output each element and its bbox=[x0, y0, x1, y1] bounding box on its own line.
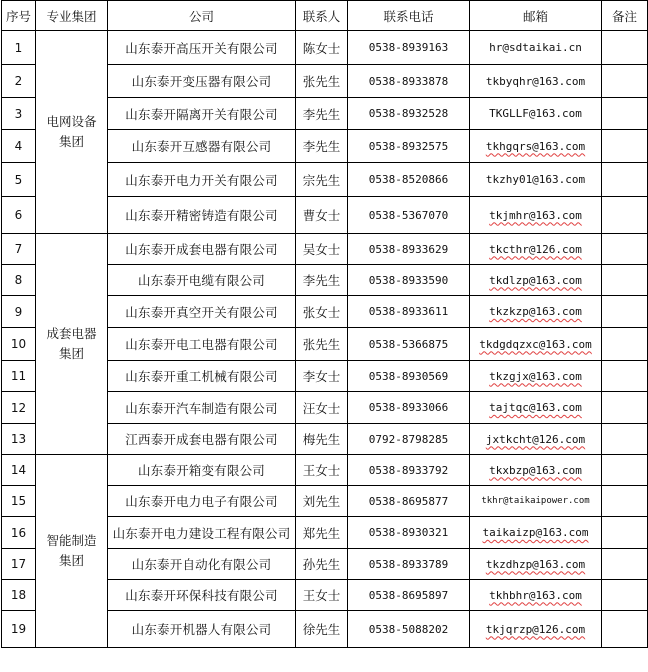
row-company: 山东泰开成套电器有限公司 bbox=[108, 234, 296, 265]
group-name bbox=[36, 234, 108, 455]
row-contact: 梅先生 bbox=[296, 424, 348, 455]
row-seq: 17 bbox=[2, 549, 36, 580]
row-note bbox=[602, 549, 648, 580]
row-contact: 宗先生 bbox=[296, 163, 348, 197]
header-company: 公司 bbox=[108, 1, 296, 31]
row-note bbox=[602, 486, 648, 517]
row-email bbox=[470, 98, 602, 130]
group-name bbox=[36, 31, 108, 234]
email-text: tkhgqrs@163.com bbox=[485, 139, 586, 153]
row-company: 山东泰开高压开关有限公司 bbox=[108, 31, 296, 65]
row-contact: 李先生 bbox=[296, 98, 348, 130]
row-note bbox=[602, 424, 648, 455]
row-company: 江西泰开成套电器有限公司 bbox=[108, 424, 296, 455]
row-email bbox=[470, 517, 602, 549]
row-company: 山东泰开电工电器有限公司 bbox=[108, 328, 296, 361]
group-name-line1: 电网设备 bbox=[46, 114, 97, 129]
row-email bbox=[470, 486, 602, 517]
row-seq: 6 bbox=[2, 197, 36, 234]
row-phone: 0538-8933792 bbox=[348, 455, 470, 486]
header-seq: 序号 bbox=[2, 1, 36, 31]
row-note bbox=[602, 455, 648, 486]
row-contact: 张先生 bbox=[296, 328, 348, 361]
row-company: 山东泰开电力建设工程有限公司 bbox=[108, 517, 296, 549]
email-text: tkhr@taikaipower.com bbox=[481, 496, 590, 506]
row-contact: 吴女士 bbox=[296, 234, 348, 265]
row-phone: 0538-8933066 bbox=[348, 392, 470, 424]
email-text: tkcthr@126.com bbox=[489, 242, 582, 256]
group-name-line1: 智能制造 bbox=[46, 533, 97, 548]
email-text: tkdlzp@163.com bbox=[489, 273, 582, 287]
row-phone: 0538-8933878 bbox=[348, 65, 470, 98]
row-email bbox=[470, 424, 602, 455]
row-contact: 王女士 bbox=[296, 455, 348, 486]
row-note bbox=[602, 517, 648, 549]
row-contact: 李女士 bbox=[296, 361, 348, 392]
row-note bbox=[602, 234, 648, 265]
row-note bbox=[602, 296, 648, 328]
row-phone: 0538-8933789 bbox=[348, 549, 470, 580]
group-name bbox=[36, 455, 108, 648]
row-phone: 0538-5366875 bbox=[348, 328, 470, 361]
row-email bbox=[470, 392, 602, 424]
row-company: 山东泰开箱变有限公司 bbox=[108, 455, 296, 486]
email-text: hr@sdtaikai.cn bbox=[489, 41, 582, 54]
row-seq: 19 bbox=[2, 611, 36, 648]
row-note bbox=[602, 130, 648, 163]
email-text: jxtkcht@126.com bbox=[485, 432, 586, 446]
row-contact: 张女士 bbox=[296, 296, 348, 328]
row-note bbox=[602, 392, 648, 424]
row-contact: 陈女士 bbox=[296, 31, 348, 65]
row-phone: 0538-5088202 bbox=[348, 611, 470, 648]
row-email bbox=[470, 455, 602, 486]
row-note bbox=[602, 197, 648, 234]
email-text: tkxbzp@163.com bbox=[489, 463, 582, 477]
row-contact: 王女士 bbox=[296, 580, 348, 611]
row-seq: 7 bbox=[2, 234, 36, 265]
row-company: 山东泰开变压器有限公司 bbox=[108, 65, 296, 98]
row-email bbox=[470, 296, 602, 328]
email-text: taikaizp@163.com bbox=[482, 526, 589, 539]
email-text: TKGLLF@163.com bbox=[489, 107, 582, 120]
row-contact: 曹女士 bbox=[296, 197, 348, 234]
row-email bbox=[470, 65, 602, 98]
row-seq: 18 bbox=[2, 580, 36, 611]
email-text: tajtqc@163.com bbox=[489, 401, 582, 414]
row-seq: 9 bbox=[2, 296, 36, 328]
row-seq: 15 bbox=[2, 486, 36, 517]
row-email bbox=[470, 130, 602, 163]
row-contact: 李先生 bbox=[296, 130, 348, 163]
row-note bbox=[602, 611, 648, 648]
row-note bbox=[602, 65, 648, 98]
row-email bbox=[470, 611, 602, 648]
table-row bbox=[2, 455, 648, 486]
contact-table bbox=[1, 0, 648, 648]
row-note bbox=[602, 98, 648, 130]
email-text: tkhbhr@163.com bbox=[489, 588, 582, 602]
row-email bbox=[470, 234, 602, 265]
row-company: 山东泰开重工机械有限公司 bbox=[108, 361, 296, 392]
row-phone: 0538-8930569 bbox=[348, 361, 470, 392]
row-company: 山东泰开互感器有限公司 bbox=[108, 130, 296, 163]
row-company: 山东泰开汽车制造有限公司 bbox=[108, 392, 296, 424]
email-text: tkdgdqzxc@163.com bbox=[479, 337, 592, 351]
header-group: 专业集团 bbox=[36, 1, 108, 31]
table-row bbox=[2, 234, 648, 265]
row-email bbox=[470, 265, 602, 296]
header-row bbox=[2, 1, 648, 31]
email-text: tkzkzp@163.com bbox=[489, 305, 582, 318]
row-email bbox=[470, 197, 602, 234]
row-company: 山东泰开电力开关有限公司 bbox=[108, 163, 296, 197]
row-seq: 10 bbox=[2, 328, 36, 361]
row-contact: 张先生 bbox=[296, 65, 348, 98]
email-text: tkjmhr@163.com bbox=[489, 208, 582, 222]
group-name-line2: 集团 bbox=[58, 346, 84, 361]
row-note bbox=[602, 361, 648, 392]
row-seq: 12 bbox=[2, 392, 36, 424]
row-seq: 2 bbox=[2, 65, 36, 98]
row-company: 山东泰开机器人有限公司 bbox=[108, 611, 296, 648]
row-phone: 0538-8520866 bbox=[348, 163, 470, 197]
row-contact: 汪女士 bbox=[296, 392, 348, 424]
row-company: 山东泰开真空开关有限公司 bbox=[108, 296, 296, 328]
row-note bbox=[602, 328, 648, 361]
header-email: 邮箱 bbox=[470, 1, 602, 31]
row-company: 山东泰开自动化有限公司 bbox=[108, 549, 296, 580]
email-text: tkzgjx@163.com bbox=[489, 369, 582, 383]
table-body bbox=[2, 31, 648, 648]
email-text: tkzdhzp@163.com bbox=[485, 557, 586, 571]
row-seq: 8 bbox=[2, 265, 36, 296]
row-note bbox=[602, 31, 648, 65]
row-phone: 0538-8933590 bbox=[348, 265, 470, 296]
row-contact: 郑先生 bbox=[296, 517, 348, 549]
row-email bbox=[470, 163, 602, 197]
row-note bbox=[602, 265, 648, 296]
row-seq: 13 bbox=[2, 424, 36, 455]
row-contact: 徐先生 bbox=[296, 611, 348, 648]
row-company: 山东泰开隔离开关有限公司 bbox=[108, 98, 296, 130]
row-email bbox=[470, 31, 602, 65]
row-phone: 0538-8695877 bbox=[348, 486, 470, 517]
row-seq: 1 bbox=[2, 31, 36, 65]
row-note bbox=[602, 580, 648, 611]
email-text: tkzhy01@163.com bbox=[485, 173, 586, 186]
row-phone: 0538-8695897 bbox=[348, 580, 470, 611]
row-email bbox=[470, 328, 602, 361]
row-contact: 李先生 bbox=[296, 265, 348, 296]
group-name-line2: 集团 bbox=[58, 134, 84, 149]
row-company: 山东泰开电力电子有限公司 bbox=[108, 486, 296, 517]
header-contact: 联系人 bbox=[296, 1, 348, 31]
header-phone: 联系电话 bbox=[348, 1, 470, 31]
row-company: 山东泰开电缆有限公司 bbox=[108, 265, 296, 296]
row-phone: 0792-8798285 bbox=[348, 424, 470, 455]
group-name-line2: 集团 bbox=[58, 553, 84, 568]
row-contact: 孙先生 bbox=[296, 549, 348, 580]
row-phone: 0538-8939163 bbox=[348, 31, 470, 65]
row-seq: 4 bbox=[2, 130, 36, 163]
group-name-line1: 成套电器 bbox=[46, 326, 97, 341]
row-phone: 0538-8933611 bbox=[348, 296, 470, 328]
row-phone: 0538-5367070 bbox=[348, 197, 470, 234]
row-seq: 3 bbox=[2, 98, 36, 130]
row-contact: 刘先生 bbox=[296, 486, 348, 517]
row-company: 山东泰开精密铸造有限公司 bbox=[108, 197, 296, 234]
row-company: 山东泰开环保科技有限公司 bbox=[108, 580, 296, 611]
row-seq: 11 bbox=[2, 361, 36, 392]
table-row bbox=[2, 31, 648, 65]
row-seq: 14 bbox=[2, 455, 36, 486]
email-text: tkbyqhr@163.com bbox=[485, 74, 586, 88]
row-seq: 16 bbox=[2, 517, 36, 549]
row-phone: 0538-8930321 bbox=[348, 517, 470, 549]
row-note bbox=[602, 163, 648, 197]
row-email bbox=[470, 361, 602, 392]
row-phone: 0538-8933629 bbox=[348, 234, 470, 265]
row-phone: 0538-8932528 bbox=[348, 98, 470, 130]
email-text: tkjqrzp@126.com bbox=[485, 622, 586, 636]
header-note: 备注 bbox=[602, 1, 648, 31]
row-seq: 5 bbox=[2, 163, 36, 197]
row-phone: 0538-8932575 bbox=[348, 130, 470, 163]
row-email bbox=[470, 580, 602, 611]
row-email bbox=[470, 549, 602, 580]
